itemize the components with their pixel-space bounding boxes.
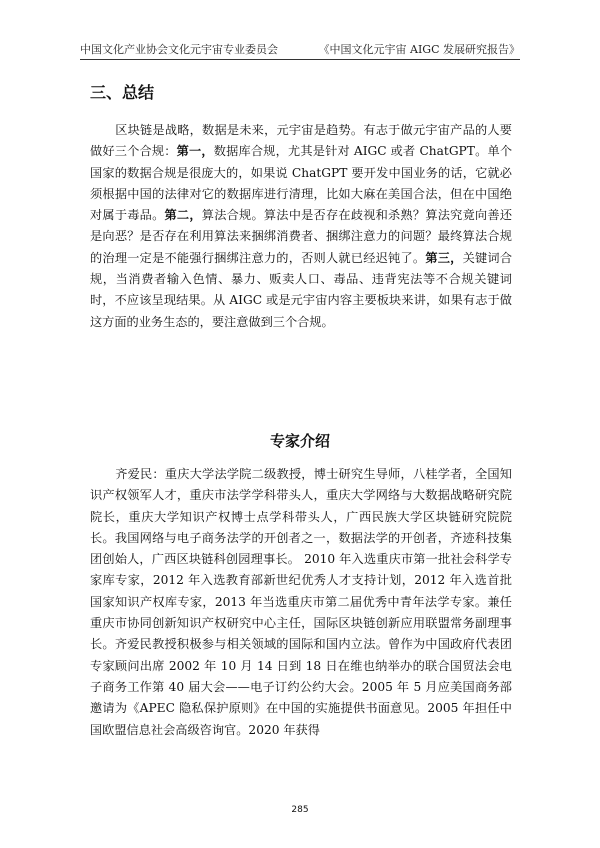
summary-paragraph: [90, 120, 512, 333]
summary-heading: 三、总结: [90, 83, 155, 102]
summary-third: 关键词合规，当消费者输入色情、暴力、贩卖人口、毒品、违背宪法等不合规关键词时，不应该呈现结果。从 AIGC 或是元宇宙内容主要板块来讲，如果有志于做这方面的业务生态的，要注意做到三个合规。: [90, 250, 513, 329]
summary-second: 算法合规。算法中是否存在歧视和杀熟？算法究竟向善还是向恶？是否存在利用算法来捆绑消费者、捆绑注意力的问题？最终算法合规的治理一定是不能强行捆绑注意力的，否则人就已经迟钝了。: [90, 208, 513, 265]
label-first: 第一，: [176, 144, 214, 159]
label-second: 第二，: [164, 208, 202, 223]
expert-bio-paragraph: [90, 464, 512, 741]
page-number: 285: [291, 805, 309, 815]
header-report-title: 《中国文化元宇宙 AIGC 发展研究报告》: [318, 43, 520, 56]
summary-intro: 区块链是战略，数据是未来，元宇宙是趋势。有志于做元宇宙产品的人要做好三个合规：: [90, 123, 512, 159]
page-header: [80, 41, 520, 60]
expert-bio-text: 齐爱民：重庆大学法学院二级教授，博士研究生导师，八桂学者，全国知识产权领军人才，重庆市法学学科带头人，重庆大学网络与大数据战略研究院院长，重庆大学知识产权博士点学科带头人，广西民族大学区块链研究院院长。我国网络与电子商务法学的开创者之一，数据法学的开创者，齐迹科技集团创始人，广西区块链科创园理事长。 2010 年入选重庆市第一批社会科学专家库专家，2012 年入选教育部新世纪优秀人才支持计划，2012 年入选首批国家知识产权库专家，2013 年当选重庆市第二届优秀中青年法学专家。兼任重庆市协同创新知识产权研究中心主任，国际区块链创新应用联盟常务副理事长。齐爱民教授积极参与相关领域的国际和国内立法。曾作为中国政府代表团专家顾问出席 2002 年 10 月 14 日到 18 日在维也纳举办的联合国贸法会电子商务工作第 40 届大会——电子订约公约大会。2005 年 5 月应美国商务部邀请为《APEC 隐私保护原则》在中国的实施提供书面意见。2005 年担任中国欧盟信息社会高级咨询官。2020 年获得: [90, 467, 512, 737]
header-organization: 中国文化产业协会文化元宇宙专业委员会: [80, 43, 278, 56]
experts-heading: 专家介绍: [269, 432, 330, 450]
label-third: 第三，: [425, 250, 463, 265]
summary-first: 数据库合规，尤其是针对 AIGC 或者 ChatGPT。单个国家的数据合规是很庞大的，如果说 ChatGPT 要开发中国业务的话，它就必须根据中国的法律对它的数据库进行清理，比如大麻在美国合法，但在中国绝对属于毒品。: [90, 144, 513, 223]
